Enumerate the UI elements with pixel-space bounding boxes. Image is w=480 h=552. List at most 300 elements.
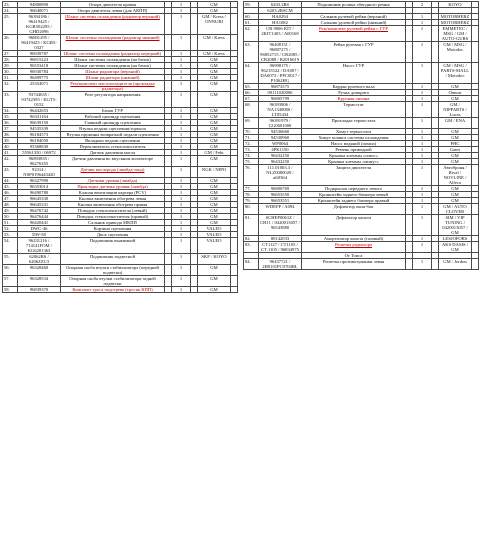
- part-code: 93744635 / 93742395 / KGT5-0152: [18, 92, 61, 108]
- part-quantity: 1: [172, 108, 191, 114]
- part-quantity: 1: [172, 196, 191, 202]
- spacer-cell: [406, 259, 413, 270]
- row-number: 70.: [244, 129, 259, 135]
- part-quantity: 1: [172, 220, 191, 226]
- spacer-cell: [432, 242, 439, 253]
- part-code: 96331164: [18, 114, 61, 120]
- row-number: 35.: [3, 114, 18, 120]
- spacer-cell: [432, 259, 439, 270]
- part-description: Подшипник подвесной: [61, 254, 165, 265]
- part-code: 92314 / NSP0196443420: [18, 167, 61, 178]
- spacer-cell: [432, 215, 439, 236]
- part-quantity: 1: [172, 120, 191, 126]
- row-number: 79.: [244, 198, 259, 204]
- part-brand: VALEO: [198, 238, 231, 254]
- part-quantity: 1: [413, 159, 432, 165]
- part-quantity: 1: [413, 147, 432, 153]
- part-code: 94536660: [259, 129, 302, 135]
- part-description: Подшипник ролика обводного ремня: [302, 2, 406, 8]
- part-quantity: 1: [172, 265, 191, 276]
- part-description: Подкрылок переднего левого: [302, 186, 406, 192]
- part-quantity: 1: [172, 75, 191, 81]
- row-number: 47.: [3, 196, 18, 202]
- row-number: 39.: [3, 138, 18, 144]
- spacer-cell: [231, 14, 238, 35]
- part-code: 96432250: [259, 153, 302, 159]
- part-code: 96476444: [18, 214, 61, 220]
- row-number: 31.: [3, 75, 18, 81]
- part-quantity: 1: [172, 132, 191, 138]
- part-code: 96184573: [18, 132, 61, 138]
- part-description: Клапан вентиляции картера (PCV): [61, 190, 165, 196]
- table-row: [244, 165, 479, 186]
- part-brand: GM: [198, 202, 231, 208]
- spacer-cell: [406, 215, 413, 236]
- part-description: Дефлектор капота: [302, 215, 406, 236]
- part-quantity: 1: [413, 242, 432, 253]
- part-code: 96553418: [18, 63, 61, 69]
- part-brand: GM / NIPPARTS / Lucas: [439, 102, 472, 118]
- part-description: Шланг системы охлаждения (на бачок): [61, 57, 165, 63]
- part-brand: VALEO: [198, 226, 231, 232]
- part-description: Хомут термостата: [302, 129, 406, 135]
- part-description: Кнопка включения обогрева правая: [61, 202, 165, 208]
- row-number: 67.: [244, 96, 259, 102]
- part-code: 96328534: [18, 276, 61, 287]
- part-quantity: 1: [172, 138, 191, 144]
- part-description: Рейка рулевая с ГУР: [302, 42, 406, 63]
- part-code: 96873575: [259, 84, 302, 90]
- part-code: 96353014: [18, 184, 61, 190]
- part-description: Переключатель стеклоочистителя: [61, 144, 165, 150]
- table-row: [244, 242, 479, 253]
- part-quantity: 1: [172, 57, 191, 63]
- part-brand: GM: [198, 57, 231, 63]
- part-brand: EMMETEC / MSG / GM / AUTO-GURS: [439, 26, 472, 42]
- part-description: Поводок стеклоочистителя (левый): [61, 208, 165, 214]
- parts-table: [2, 1, 238, 293]
- part-code: 96231216 / 714141FOM / KG6201363: [18, 238, 61, 254]
- part-quantity: 1: [413, 14, 432, 20]
- part-quantity: 1: [413, 63, 432, 84]
- parts-table-body-left: [3, 2, 238, 293]
- part-code: 96893835 / 96276355: [18, 156, 61, 167]
- row-number: 43.: [3, 167, 18, 178]
- part-quantity: 1: [172, 150, 191, 156]
- part-brand: GM / AUTO CLOVER: [439, 204, 472, 215]
- row-number: 29.: [3, 63, 18, 69]
- part-description: Кнопка включения обогрева левая: [61, 196, 165, 202]
- part-description: Кронштейн заднего бампера левый: [302, 192, 406, 198]
- spacer-cell: [432, 26, 439, 42]
- part-description: Кронштейн заднего бампера правый: [302, 198, 406, 204]
- part-brand: GM: [439, 129, 472, 135]
- part-quantity: 1: [172, 254, 191, 265]
- row-number: 48.: [3, 202, 18, 208]
- row-number: 55.: [3, 254, 18, 265]
- row-number: 41.: [3, 150, 18, 156]
- part-code: 96939787: [18, 51, 61, 57]
- part-brand: SIM / VIP TUNING / 0420013057 / GM: [439, 215, 472, 236]
- row-number: 71.: [244, 135, 259, 141]
- part-code: 96394186 / 96419425 / KGR502295 / GHD2096: [18, 14, 61, 35]
- row-number: 82.: [244, 236, 259, 242]
- spacer-cell: [472, 102, 479, 118]
- part-brand: GM / MSG / Motodoc: [439, 42, 472, 63]
- part-code: SCHEP0061Z / CH11 / 0420013057 / 96543880: [259, 215, 302, 236]
- part-brand: GM: [198, 220, 231, 226]
- part-quantity: 1: [413, 198, 432, 204]
- spacer-cell: [191, 276, 198, 287]
- part-description: Кардан рулевого вала: [302, 84, 406, 90]
- part-brand: GM: [198, 276, 231, 287]
- table-row: [3, 156, 238, 167]
- table-row: [244, 204, 479, 215]
- table-row: [244, 26, 479, 42]
- row-number: 61.: [244, 20, 259, 26]
- part-quantity: 1: [413, 215, 432, 236]
- part-code: WDEFP / A094: [259, 204, 302, 215]
- parts-table-body-right: [244, 2, 479, 270]
- part-brand: GM: [198, 178, 231, 184]
- row-number: 42.: [3, 156, 18, 167]
- spacer-cell: [165, 276, 172, 287]
- part-description: Втулка педали сцепления/тормоза: [61, 126, 165, 132]
- part-brand: GM: [198, 184, 231, 190]
- spacer-cell: [165, 287, 172, 293]
- row-number: 72.: [244, 141, 259, 147]
- part-quantity: 1: [172, 214, 191, 220]
- row-number: 45.: [3, 184, 18, 190]
- part-code: 96328460: [18, 265, 61, 276]
- part-brand: AKS DASIS / GM: [439, 242, 472, 253]
- row-number: 69.: [244, 118, 259, 129]
- part-quantity: 1: [172, 14, 191, 35]
- table-row: [244, 259, 479, 270]
- row-number: 62.: [244, 26, 259, 42]
- spacer-cell: [191, 254, 198, 265]
- part-brand: GM: [198, 287, 231, 293]
- part-description: Датчик давления во впускном коллекторе: [61, 156, 165, 167]
- table-row: [244, 63, 479, 84]
- part-description: Насос водяной (помпа): [302, 141, 406, 147]
- part-brand: GM: [439, 84, 472, 90]
- part-code: 96490780: [18, 190, 61, 196]
- spacer-cell: [191, 287, 198, 293]
- part-code: 96805799: [259, 96, 302, 102]
- part-code: 96432250: [259, 159, 302, 165]
- part-brand: GM: [198, 265, 231, 276]
- spacer-cell: [165, 238, 172, 254]
- part-description: Бачок ГУР: [61, 108, 165, 114]
- part-code: 96930784: [18, 69, 61, 75]
- part-quantity: 1: [172, 238, 191, 254]
- spacer-cell: [472, 204, 479, 215]
- part-brand: GM: [198, 156, 231, 167]
- part-description: Шланг радиатора (верхний): [61, 69, 165, 75]
- part-quantity: 1: [413, 186, 432, 192]
- row-number: 49.: [3, 208, 18, 214]
- part-description: Опорная скоба втулки стабилизатора задней подвески: [61, 276, 165, 287]
- part-quantity: 2: [413, 2, 432, 8]
- part-code: 94800890: [18, 2, 61, 8]
- part-brand: VALEO: [198, 232, 231, 238]
- part-brand: GM / Kress: [198, 35, 231, 51]
- part-code: 6203.2RS: [259, 2, 302, 8]
- table-row: [3, 92, 238, 108]
- table-row: [3, 14, 238, 35]
- spacer-cell: [231, 265, 238, 276]
- table-row: [3, 276, 238, 287]
- part-code: CR 9006 KIT / 2KIT1403 / A00168: [259, 26, 302, 42]
- part-brand: GM: [198, 120, 231, 126]
- part-description: Шланг системы охлаждения (на бачок): [61, 63, 165, 69]
- part-code: 96391979 / GG0601000: [259, 118, 302, 129]
- row-number: 81.: [244, 215, 259, 236]
- part-quantity: 1: [413, 96, 432, 102]
- row-number: 60.: [244, 14, 259, 20]
- part-brand: LESJOFORS: [439, 236, 472, 242]
- part-code: DWC-46: [18, 226, 61, 232]
- spacer-cell: [406, 242, 413, 253]
- part-description: Решетка радиатора: [302, 242, 406, 253]
- row-number: 27.: [3, 51, 18, 57]
- part-quantity: 1: [413, 192, 432, 198]
- part-quantity: 1: [172, 226, 191, 232]
- part-description: Рем/комплект маслоохладителя (прокладка радиатора): [61, 81, 165, 92]
- part-code: HA1082: [259, 20, 302, 26]
- table-row: [244, 102, 479, 118]
- part-brand: PHC: [439, 141, 472, 147]
- part-quantity: 1: [413, 236, 432, 242]
- part-quantity: 1: [413, 135, 432, 141]
- part-quantity: 1: [172, 178, 191, 184]
- part-brand: GM: [439, 186, 472, 192]
- part-code: 96499775: [18, 75, 61, 81]
- part-description: Вкладыш педали сцепления: [61, 138, 165, 144]
- part-quantity: 1: [413, 42, 432, 63]
- part-code: 95368830: [18, 144, 61, 150]
- part-brand: GM / Febi: [198, 150, 231, 156]
- spacer-cell: [432, 165, 439, 186]
- part-description: От Тоиса: [302, 253, 406, 259]
- table-row: [244, 215, 479, 236]
- part-quantity: 1: [172, 51, 191, 57]
- part-quantity: 1: [172, 287, 191, 293]
- part-quantity: 1: [413, 165, 432, 186]
- part-code: 96801295 / 96419425 / KGR5-0327: [18, 35, 61, 51]
- row-number: 38.: [3, 132, 18, 138]
- spacer-cell: [165, 81, 172, 92]
- spacer-cell: [191, 156, 198, 167]
- table-row: [3, 81, 238, 92]
- part-quantity: 1: [413, 118, 432, 129]
- part-code: 96815223: [18, 57, 61, 63]
- row-number: 66.: [244, 90, 259, 96]
- part-brand: Gates: [439, 147, 472, 153]
- table-row: [244, 20, 479, 26]
- part-quantity: 1: [172, 63, 191, 69]
- spacer-cell: [165, 167, 172, 178]
- part-brand: GM / MSG / PARTS-MALL / Motodoc: [439, 63, 472, 84]
- part-brand: GM: [198, 114, 231, 120]
- part-brand: GM / Kress: [198, 51, 231, 57]
- part-code: 96640071: [18, 8, 61, 14]
- part-description: Опорная скоба втулки стабилизатора (передней подвески): [61, 265, 165, 276]
- spacer-cell: [472, 259, 479, 270]
- part-code: HA0294: [259, 14, 302, 20]
- part-brand: GM: [198, 214, 231, 220]
- part-description: Шланг системы охлаждения (радиатор передний): [61, 51, 165, 57]
- table-row: [244, 236, 479, 242]
- part-code: 96437721 / 2H0101PC0704BL: [259, 259, 302, 270]
- part-quantity: 1: [172, 81, 191, 92]
- spacer-cell: [191, 92, 198, 108]
- part-quantity: 1: [172, 202, 191, 208]
- part-quantity: 1: [172, 114, 191, 120]
- spacer-cell: [406, 102, 413, 118]
- part-quantity: 1: [413, 153, 432, 159]
- row-number: 37.: [3, 126, 18, 132]
- part-brand: GM: [198, 144, 231, 150]
- part-quantity: 1: [172, 208, 191, 214]
- row-number: 52.: [3, 226, 18, 232]
- part-code: 55561350 / 06972: [18, 150, 61, 156]
- part-quantity: 1: [172, 92, 191, 108]
- part-brand: GM: [198, 63, 231, 69]
- spacer-cell: [165, 265, 172, 276]
- row-number: 83.: [244, 242, 259, 253]
- part-description: Ручка домкрата: [302, 90, 406, 96]
- spacer-cell: [165, 156, 172, 167]
- part-brand: GM: [198, 8, 231, 14]
- part-code: 6203.2RSCM: [259, 8, 302, 14]
- spacer-cell: [406, 63, 413, 84]
- part-description: Прокладка датчика уровня (лямбда): [61, 184, 165, 190]
- part-quantity: 1: [172, 232, 191, 238]
- row-number: 76.: [244, 165, 259, 186]
- part-code: 96420441: [18, 220, 61, 226]
- row-number: 68.: [244, 102, 259, 118]
- spacer-cell: [406, 42, 413, 63]
- row-number: 23.: [3, 2, 18, 8]
- row-number: 84.: [244, 259, 259, 270]
- part-brand: GM: [439, 153, 472, 159]
- part-code: 96653551: [259, 198, 302, 204]
- part-description: Хомут шланга системы охлаждения: [302, 135, 406, 141]
- row-number: 80.: [244, 204, 259, 215]
- spacer-cell: [432, 204, 439, 215]
- part-code: 96645330: [18, 196, 61, 202]
- spacer-cell: [191, 35, 198, 51]
- spacer-cell: [432, 63, 439, 84]
- spacer-cell: [406, 26, 413, 42]
- spacer-cell: [165, 92, 172, 108]
- table-row: [3, 238, 238, 254]
- part-description: Диск сцепления: [61, 232, 165, 238]
- part-brand: SKF / KOYO: [198, 254, 231, 265]
- row-number: 26.: [3, 35, 18, 51]
- spacer-cell: [165, 35, 172, 51]
- part-brand: NGK / NIPO: [198, 167, 231, 178]
- spacer-cell: [472, 242, 479, 253]
- part-quantity: 1: [413, 129, 432, 135]
- part-brand: GM: [439, 159, 472, 165]
- part-brand: GM: [198, 196, 231, 202]
- part-description: Рем/комплект рулевой рейки с ГУР: [302, 26, 406, 42]
- part-brand: GM / Kress / ONNURI: [198, 14, 231, 35]
- part-brand: GM / Jordon: [439, 259, 472, 270]
- part-description: Корзина сцепления: [61, 226, 165, 232]
- table-row: [244, 42, 479, 63]
- part-description: Главный цилиндр сцепления: [61, 120, 165, 126]
- part-brand: GM: [198, 138, 231, 144]
- row-number: 63.: [244, 42, 259, 63]
- part-quantity: 1: [172, 190, 191, 196]
- part-quantity: 1: [413, 90, 432, 96]
- spacer-cell: [472, 165, 479, 186]
- row-number: 65.: [244, 84, 259, 90]
- part-description: Сальник рулевой рейки (нижний): [302, 20, 406, 26]
- part-brand: GM: [198, 208, 231, 214]
- part-description: Насос ГУР: [302, 63, 406, 84]
- row-number: 51.: [3, 220, 18, 226]
- part-code: 96800769: [259, 186, 302, 192]
- part-brand: GM: [439, 198, 472, 204]
- part-quantity: 1: [413, 204, 432, 215]
- part-brand: GM: [198, 2, 231, 8]
- part-description: Шланг системы охлаждения (радиатор верхний): [61, 14, 165, 35]
- part-quantity: 1: [413, 84, 432, 90]
- row-number: 40.: [3, 144, 18, 150]
- part-code: 96476742: [18, 208, 61, 214]
- part-code: CT1127 / CT1105 / CT 1105 / 96834975: [259, 242, 302, 253]
- row-number: 30.: [3, 69, 18, 75]
- part-quantity: 1: [413, 141, 432, 147]
- table-row: [3, 167, 238, 178]
- spacer-cell: [231, 254, 238, 265]
- part-brand: MOTORHERZ: [439, 14, 472, 20]
- part-code: 96839370: [18, 287, 61, 293]
- part-description: Опора двигателя левая (для АКПП): [61, 8, 165, 14]
- part-description: Втулка пружины возвратной педали сцепления: [61, 132, 165, 138]
- part-brand: Автоброня / Rival / NOVLINE / Alfeco: [439, 165, 472, 186]
- part-code: 96184050: [18, 138, 61, 144]
- spacer-cell: [472, 42, 479, 63]
- part-description: Амортизатор капота (газовый): [302, 236, 406, 242]
- part-code: 94535339: [18, 126, 61, 132]
- part-brand: GM: [439, 96, 472, 102]
- spacer-cell: [406, 204, 413, 215]
- row-number: 74.: [244, 153, 259, 159]
- part-code: 96327990: [18, 178, 61, 184]
- spacer-cell: [472, 26, 479, 42]
- spacer-cell: [472, 118, 479, 129]
- row-number: 32.: [3, 81, 18, 92]
- spacer-cell: [191, 81, 198, 92]
- part-code: 25354071: [18, 81, 61, 92]
- spacer-cell: [406, 118, 413, 129]
- part-description: Датчики уровня (лямбда): [61, 178, 165, 184]
- part-brand: GM / ENA: [439, 118, 472, 129]
- part-description: Опора двигателя правая: [61, 2, 165, 8]
- part-brand: GM: [198, 108, 231, 114]
- table-row: [3, 287, 238, 293]
- row-number: 44.: [3, 178, 18, 184]
- part-description: Реле регулятора напряжения: [61, 92, 165, 108]
- spacer-cell: [432, 102, 439, 118]
- part-brand: KOYO: [439, 2, 472, 8]
